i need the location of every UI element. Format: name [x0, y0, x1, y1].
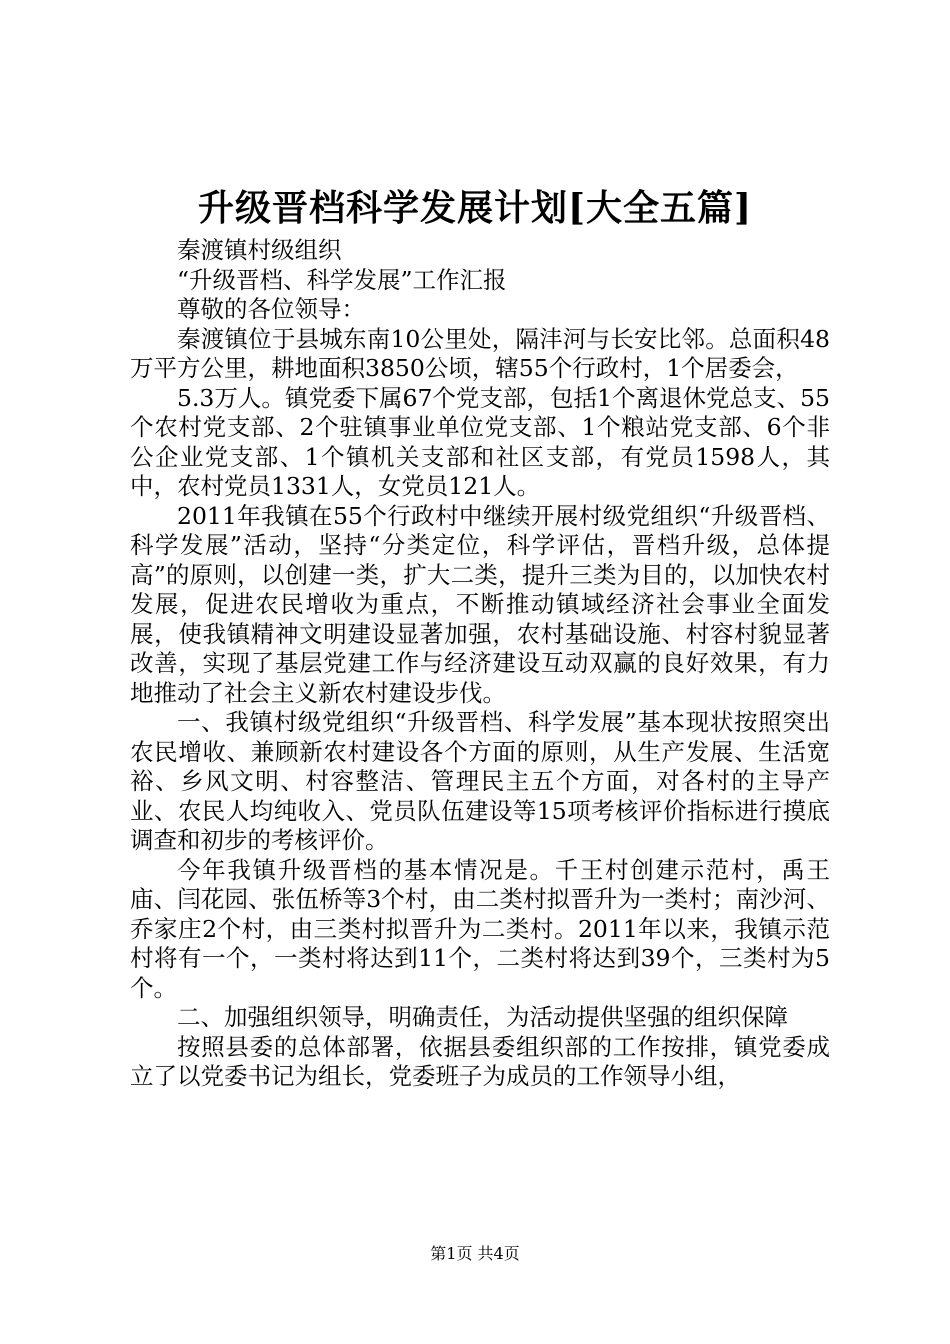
- paragraph-section-two-heading: 二、加强组织领导，明确责任，为活动提供坚强的组织保障: [177, 1003, 788, 1031]
- paragraph-2011-activity: 2011年我镇在55个行政村中继续开展村级党组织“升级晋档、科学发展”活动，坚持“分类定位，科学评估，晋档升级，总体提高”的原则，以创建一类，扩大二类，提升三类为目的，以加快农村发展，促进农民增收为重点，不断推动镇域经济社会事业全面发展，使我镇精神文明建设显著加强，农村基础设施、村容村貌显著改善，实现了基层党建工作与经济建设互动双赢的良好效果，有力地推动了社会主义新农村建设步伐。: [130, 501, 830, 707]
- document-body: [130, 236, 830, 1092]
- paragraph-intro: 秦渡镇位于县城东南10公里处，隔沣河与长安比邻。总面积48万平方公里，耕地面积3850公顷，辖55个行政村，1个居委会，: [130, 324, 830, 382]
- page-footer: 第1页 共4页: [430, 1244, 520, 1263]
- paragraph-section-two-body: 按照县委的总体部署，依据县委组织部的工作按排，镇党委成立了以党委书记为组长，党委班子为成员的工作领导小组，: [130, 1032, 830, 1090]
- paragraph-party-branches: 5.3万人。镇党委下属67个党支部，包括1个离退休党总支、55个农村党支部、2个驻镇事业单位党支部、1个粮站党支部、6个非公企业党支部、1个镇机关支部和社区支部，有党员1598人，其中，农村党员1331人，女党员121人。: [130, 383, 830, 500]
- paragraph-section-one: 一、我镇村级党组织“升级晋档、科学发展”基本现状按照突出农民增收、兼顾新农村建设各个方面的原则，从生产发展、生活宽裕、乡风文明、村容整洁、管理民主五个方面，对各村的主导产业、农民人均纯收入、党员队伍建设等15项考核评价指标进行摸底调查和初步的考核评价。: [130, 708, 830, 854]
- document-title: 升级晋档科学发展计划[大全五篇]: [197, 187, 753, 229]
- paragraph-salutation: 尊敬的各位领导：: [177, 295, 365, 323]
- paragraph-report-title: “升级晋档、科学发展”工作汇报: [177, 265, 507, 294]
- paragraph-org-name: 秦渡镇村级组织: [177, 236, 342, 264]
- paragraph-status: 今年我镇升级晋档的基本情况是。千王村创建示范村，禹王庙、闫花园、张伍桥等3个村，由二类村拟晋升为一类村；南沙河、乔家庄2个村，由三类村拟晋升为二类村。2011年以来，我镇示范村将有一个，一类村将达到11个，二类村将达到39个，三类村为5个。: [130, 855, 830, 1002]
